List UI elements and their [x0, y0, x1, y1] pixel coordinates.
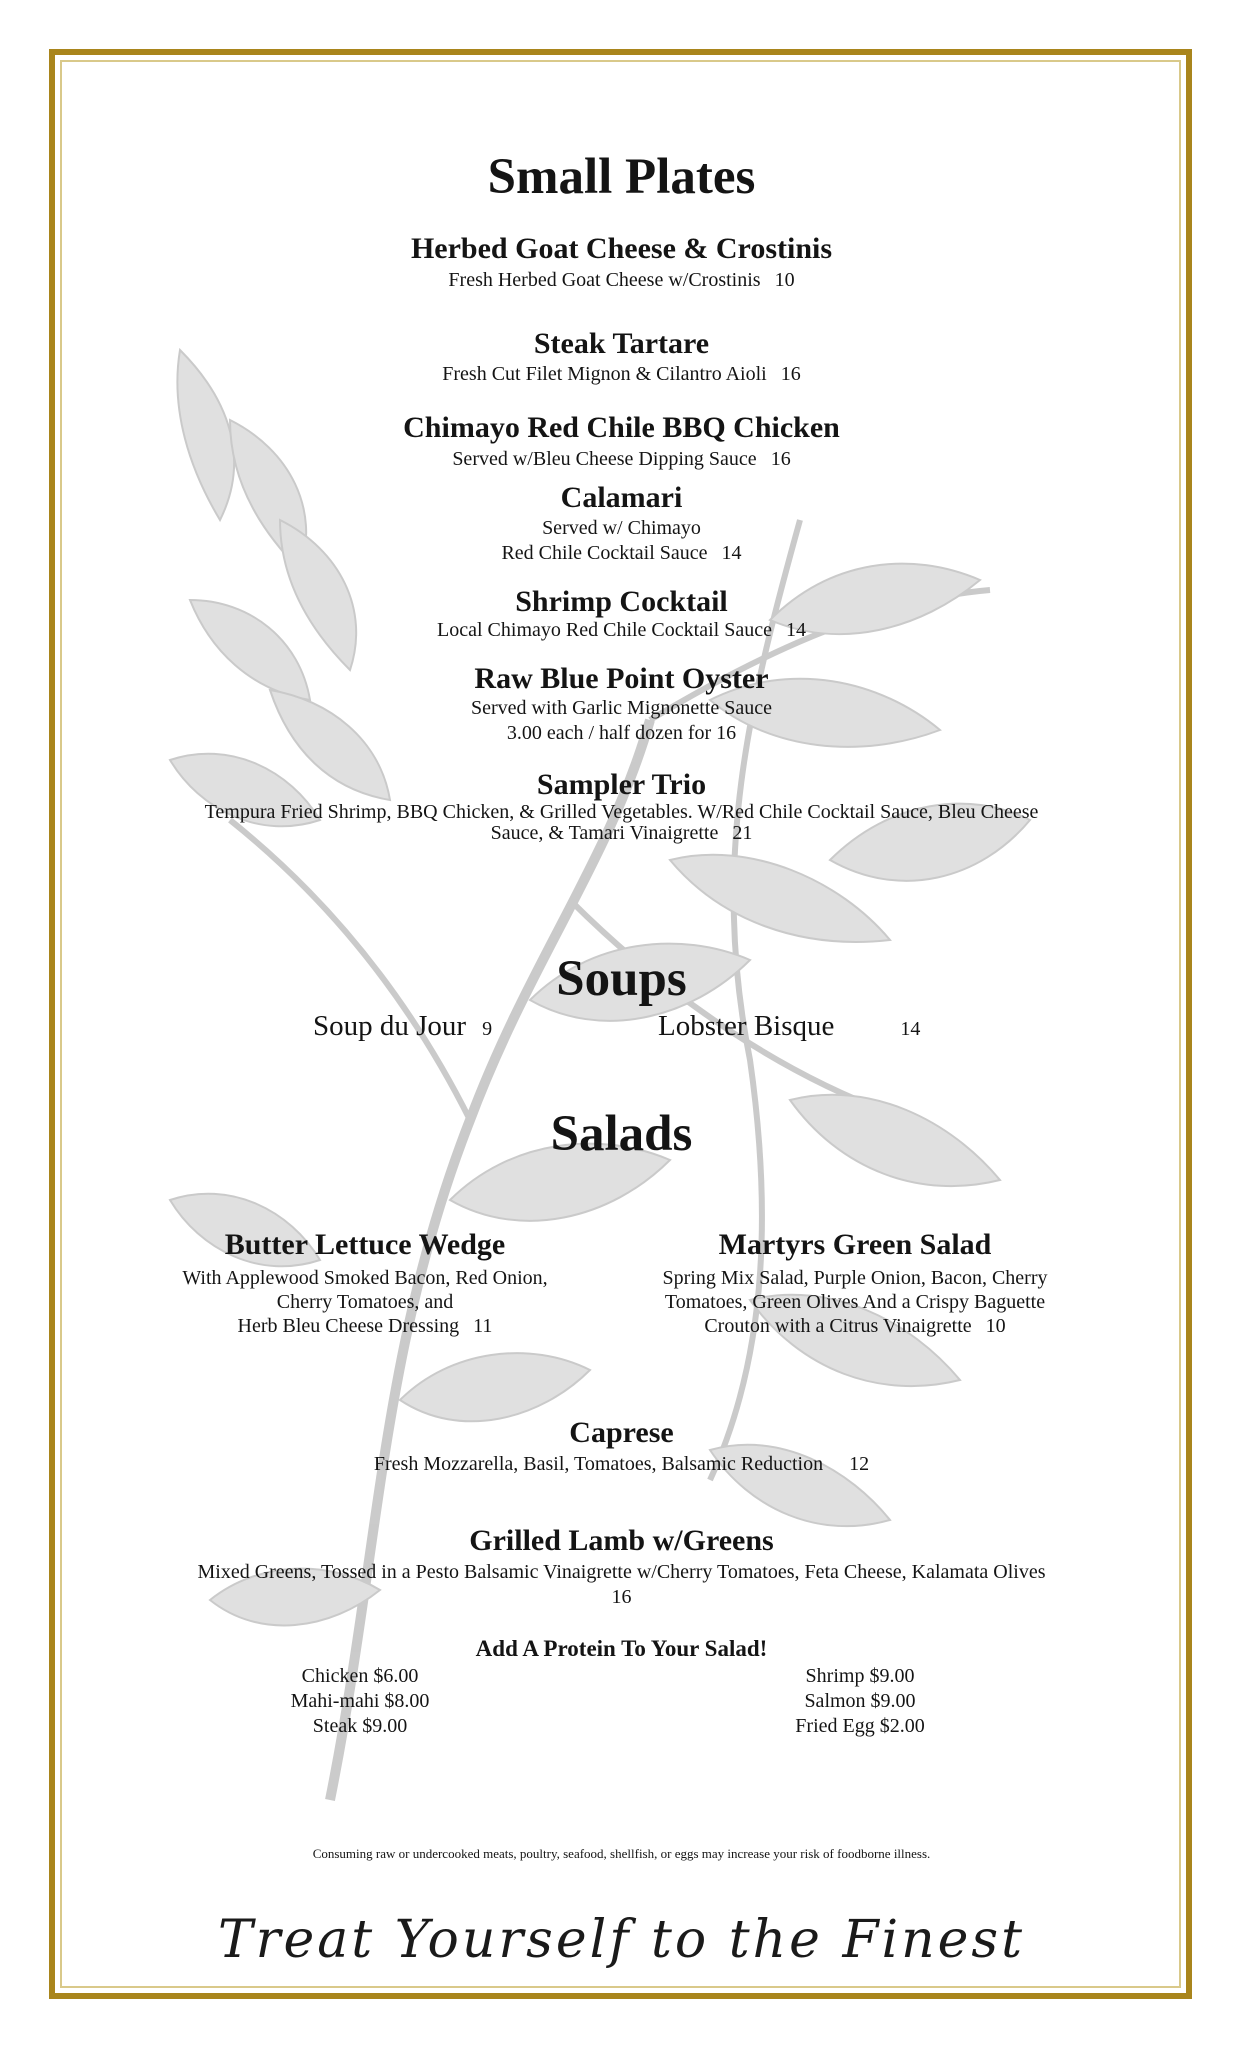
item-sampler-trio-name: Sampler Trio — [536, 768, 707, 801]
item-oyster-name: Raw Blue Point Oyster — [474, 662, 769, 695]
salad-desc-line: With Applewood Smoked Bacon, Red Onion, — [182, 1267, 548, 1289]
protein-option: Steak $9.00 — [312, 1715, 408, 1737]
item-price: 10 — [774, 269, 795, 291]
item-steak-tartare-desc — [0, 362, 1243, 386]
protein-option: Salmon $9.00 — [804, 1690, 916, 1712]
soup-price: 14 — [900, 1018, 921, 1040]
salad-description: Fresh Mozzarella, Basil, Tomatoes, Balsamic Reduction — [373, 1453, 824, 1475]
soup-price: 9 — [482, 1018, 493, 1040]
salad-grilled-lamb-name: Grilled Lamb w/Greens — [469, 1524, 774, 1557]
salad-name: Butter Lettuce Wedge — [224, 1228, 506, 1261]
salads-heading: Salads — [550, 1106, 693, 1162]
protein-list-right — [770, 1664, 950, 1739]
salad-price: 10 — [985, 1315, 1006, 1337]
salad-desc-line: Crouton with a Citrus Vinaigrette — [704, 1315, 972, 1337]
item-oyster-desc-line1: Served with Garlic Mignonette Sauce — [470, 697, 773, 719]
soups-heading: Soups — [556, 951, 687, 1007]
item-shrimp-cocktail-name: Shrimp Cocktail — [515, 585, 728, 618]
item-sampler-trio-desc-line2 — [0, 821, 1243, 845]
item-description: Served w/Bleu Cheese Dipping Sauce — [452, 448, 757, 470]
salad-grilled-lamb-price: 16 — [611, 1586, 632, 1608]
item-calamari-name: Calamari — [560, 481, 683, 514]
protein-heading: Add A Protein To Your Salad! — [475, 1636, 768, 1661]
salad-butter-lettuce — [150, 1228, 580, 1338]
item-bbq-chicken-desc — [0, 447, 1243, 471]
protein-option: Fried Egg $2.00 — [795, 1715, 925, 1737]
item-goat-cheese-desc — [0, 268, 1243, 292]
soup-du-jour — [313, 1010, 492, 1043]
salad-price: 11 — [473, 1315, 493, 1337]
item-price: 14 — [785, 619, 806, 641]
item-price: 14 — [721, 542, 742, 564]
item-steak-tartare-name: Steak Tartare — [533, 327, 710, 360]
soup-lobster-bisque — [658, 1010, 920, 1043]
item-price: 16 — [780, 363, 801, 385]
salad-martyrs-green — [645, 1228, 1065, 1338]
salad-desc-line: Tomatoes, Green Olives And a Crispy Baguette — [664, 1291, 1046, 1313]
item-calamari-desc-line2 — [0, 541, 1243, 565]
item-description: Fresh Cut Filet Mignon & Cilantro Aioli — [442, 363, 767, 385]
salad-caprese-desc — [0, 1452, 1243, 1476]
salad-name: Martyrs Green Salad — [718, 1228, 992, 1261]
item-description: Local Chimayo Red Chile Cocktail Sauce — [437, 619, 772, 641]
item-oyster-desc-line2: 3.00 each / half dozen for 16 — [506, 722, 737, 744]
item-price: 21 — [732, 822, 753, 844]
soup-name: Soup du Jour — [313, 1010, 467, 1042]
protein-option: Mahi-mahi $8.00 — [290, 1690, 430, 1712]
salad-desc-line: Spring Mix Salad, Purple Onion, Bacon, Cherry — [662, 1267, 1048, 1289]
soup-name: Lobster Bisque — [658, 1010, 835, 1042]
salad-price: 12 — [849, 1453, 870, 1475]
salad-desc-line: Herb Bleu Cheese Dressing — [237, 1315, 460, 1337]
item-shrimp-cocktail-desc — [0, 618, 1243, 642]
salad-caprese-name: Caprese — [569, 1416, 674, 1449]
item-bbq-chicken-name: Chimayo Red Chile BBQ Chicken — [403, 411, 840, 444]
tagline: Treat Yourself to the Finest — [217, 1910, 1026, 1970]
item-description: Fresh Herbed Goat Cheese w/Crostinis — [448, 269, 761, 291]
item-description: Sauce, & Tamari Vinaigrette — [490, 822, 719, 844]
small-plates-heading: Small Plates — [487, 149, 756, 205]
item-sampler-trio-desc-line1: Tempura Fried Shrimp, BBQ Chicken, & Grilled Vegetables. W/Red Chile Cocktail Sauce, Bleu Cheese — [204, 801, 1039, 823]
item-description: Red Chile Cocktail Sauce — [501, 542, 708, 564]
protein-option: Chicken $6.00 — [301, 1665, 419, 1687]
item-price: 16 — [770, 448, 791, 470]
salad-desc-line: Cherry Tomatoes, and — [276, 1291, 454, 1313]
salad-grilled-lamb-desc: Mixed Greens, Tossed in a Pesto Balsamic Vinaigrette w/Cherry Tomatoes, Feta Cheese, Kalamata Olives — [197, 1561, 1046, 1583]
item-goat-cheese-name: Herbed Goat Cheese & Crostinis — [410, 232, 833, 265]
item-calamari-desc-line1: Served w/ Chimayo — [542, 517, 701, 539]
protein-option: Shrimp $9.00 — [805, 1665, 915, 1687]
food-safety-disclaimer: Consuming raw or undercooked meats, poultry, seafood, shellfish, or eggs may increase your risk of foodborne illness. — [312, 1846, 931, 1861]
protein-list-left — [270, 1664, 450, 1739]
